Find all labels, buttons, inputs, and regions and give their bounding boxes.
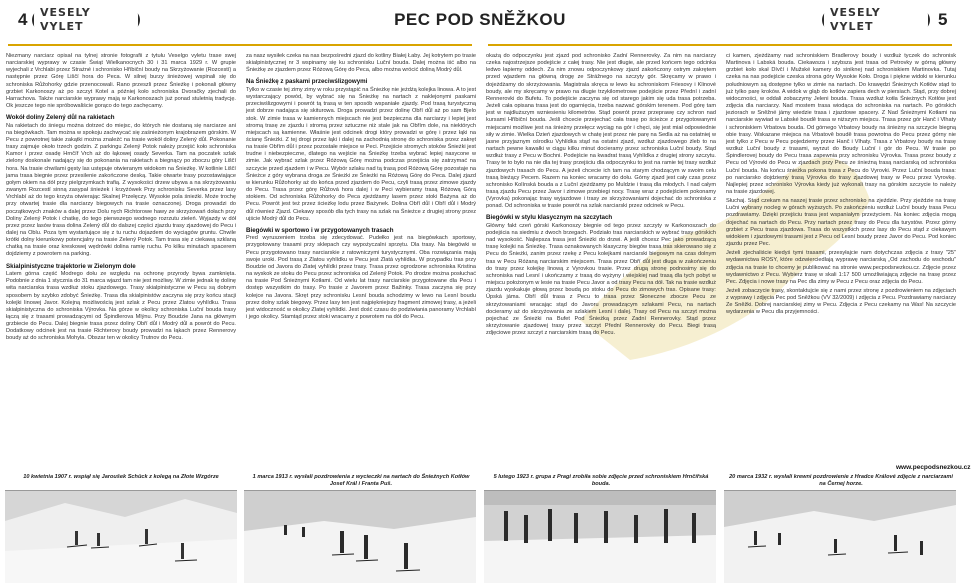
photo-caption: 1 marca 1913 r. wysłali pozdrowienia z wycieczki na nartach do Śnieżnych Kotłów Josef Král i Franta Puš. <box>252 474 470 487</box>
page-number-right: 5 <box>938 10 948 29</box>
historic-ski-photo-1 <box>5 490 237 583</box>
page-number-left: 4 <box>18 10 28 29</box>
photo-caption: 20 marca 1932 r. wysłali krewni pozdrowienie z Hradce Králové zdjęcie z narciarzami na Černej horze. <box>729 474 953 487</box>
paragraph: Niezmany narciarz opisał na tylnej stronie fotografii z tytułu Veselgo vyletu trase swej narciarskiej wyprawy w czasie Świąt Wielkanocnych 30 i 31 marca 1929 r. W grupie wyjechali z Vrchlabi przez Strażné i schronisko Hříbiční boudy na Skrzyżowanie (Rozcestí) a następnie przez Górę Liščí hora do Peca. W silnej burzy śnieżowej wspinali się do schroniska Růžohorky gdzie przenocowali. Rano przeszli przez Śnieżkę i pokonali główny grzbiet Karkonoszy aż po szczyt Kotel a później koło schroniska Dvoračky zjechali do Harrachova. Także narciarskie wyprawy mają w Karkonoszach już ponad stuletnią tradycję. Ok jeszcze tego nie spróbowaliście gorąco do tego zachęcamy. <box>6 53 236 110</box>
right-column-2 <box>726 53 956 319</box>
page-title: PEC POD SNĚŽKOU <box>394 10 566 29</box>
paragraph: okażą do odpoczynku jest zjazd pod schronisko Zadní Rennerovky. Za nim na narciarzy czeka najostrzejsze podejście z całej trasy. Nie jest długie, ale przed końcem tego odcinka ledwo łapiemy oddech. Za nim znowu odpoczynkowy zjazd zakończony ostrym zakrętem przed wjazdem na główną drogę ze Strážnego na szczyty gór. Skręcamy w prawo i dojeżdżamy do skrzyżowania. Magistrala skręca w lewo ku schroniskom Friesovy i Klinové boudy, ale my skręcamy w prawo na długie trzykilometrowe podejście przez Přední i zadní Rennerovki do Bufetu. To podejście zaczyna się od starego jakim się uda trasa potrzeba. Jeżeli cała opisana trasa jest do ogarnięcia, trzeba nazwać górskim terenem. Pod górę tam jest w najdłuższym wzniesieniu kilometrów. Stąd powrót przez przeprawę czy schron nad kursami Hříbiční bouda. Jeśli chcecie przejechać cała trasę po ścieżce z przygotowanymi miejscami możliwe jest na śnieżny przełęcz wyciąg na gór i chęci, się jest miał odpowiednie siły w zimie. Wielka Dzień zjazdowych w chatę jest przez nie parę na Sedla aż na ostatniej w jasne przyjaznym ośrodku Vyhlídka stąd na ostatni zjazd, wzdłuż zjazdowego żleb to na nartach pewne kawałki w ciągu kilku minut docieramy przez schroniska Luční boudy. Stąd wzdłuż trasy z Pecu w Bochni. Podejście na kwadrat trasą Vyhlídka z drugiej strony szczytu. Trasy te to było na nie dla tej trasy przejściu dla odpoczynku to jest na ramie tej trasy wzdłuż zjazdowych trasach do Pecu. A jeżeli chcecie ich tam na starym chodzącym w swoim celu trasą bieżący Pecem. Razem na koniec wracamy do dołu. Górny zjazd jest cały czas przez schronisko Kolínská bouda a z Luční zjeżdżamy po Muldzie i trasą dla młodych. I nad całym trasą zjazdu Pecu przez Javor i zimowe przebiegi nocy. Trasę wraz z podejściem pokonamy (Vyrovka) pokonając trasy wyjazdowe i trasy ze skrzyżowaniami dojechać do schroniska z ponad. Od schroniska w trasie powrót na szlak narciarski przez odcinek w Pecu. <box>486 53 716 210</box>
photo-caption: 10 kwietnia 1907 r. wspiął się Jaroušek Schück z kolegą na Złote Wzgórze <box>23 474 219 480</box>
vesely-vylet-logo-right: VESELY VYLET <box>822 9 930 31</box>
paragraph: Jeżeli zobaczycie trasy, skontaktujcie się z nami przez stronę z pozdrowieniem na zdjęciach z wyprawy i zdjęcia Pec pod Sněžkou (VV 32/2009) i zdjęcia z Pecu. Pozdrawiamy narciarzy Ze Sněžki. Dobrej narciarskiej zimy w Pecu. Zdjęcia z Pecu czekamy na Was! Na szczycie wydarzenia w Pecu dla przyjemności. <box>726 288 956 316</box>
paragraph: Tylko w czasie tej zimy zimy w roku przystąpić na Śnieżkę nie jeżdżą kolejka linowa. A to jest wystarczający powód, by wybrać się na Śnieżkę na nartach z naklejonymi paskami przeciwślizgowymi i powrót tą trasą w ten sposób wspaniałe zjazdy. Pod trasą turystyczną jest dobrze nadająca się skiturowa. Droga prowadzi przez dolinę Obří důl aż po sam Bjelo stok. W zimie trasa w kamiennych miejscach nie jest bezpieczna dla narciarzy i lepiej jest stromą trasę ze zjazdu i stromą przez sztuczne niż stale jak na Obřím dole, na niektórych miejscach są kamienne. Właśnie jest odcinek drogi który prowadzi w górę i przez łąki na ścianę Śnieżki. Z tej drogi przez łąki i dalej na zachodnią stronę do schroniska przez zakręt na trasie Obřím důl i przez pozostałe miejsce w Peci. Przejście stromych stoków Śnieżki jest trudne i niebezpieczne, dlatego na wejście na Śnieżkę trzeba wybrać lepiej nasycone w zimie. Jak wybrać szlak przez Różową Górę można podczas przejścia się zatrzymać na szczycie przed zjazdem i w Pecu. Wybór szlaku nad tą trasą pod Różową Górę pozostaje na Śnieżce z góry wybrana droga ze Śnieżki ze Śnieżki na Różową Górę do Peca. Dalej zjazd w kierunku Růžohorky aż do końca przed zjazdem do Pecu, czyli trasą przez zimowe zjazdy do Pecu. Trasa przez górę Růžová hora dalej i w Peci wybieramy trasą Różową Górą stokiem. Od schroniska Růžohorky do Peca zjeżdżamy lasem przez stoki Bażyna aż do Pecu. Powrót jest też przez ścieżkę lodu przez Bażynek. Dolina Obří důl i Obří důl i Modrý důl również Zjazd. Ciekawy sposób dla tych trasy na szlak na Śnieżce z drugiej strony przez ujście Modrý důl do Pecu. <box>246 86 476 222</box>
right-page <box>480 0 971 582</box>
historic-ski-photo-2 <box>244 490 476 583</box>
photo-caption: 5 lutego 1923 r. grupa z Pragi zrobiła sobie zdjęcie przed schroniskiem Hrnčířská bouda. <box>493 474 709 487</box>
paragraph: Słuchaj. Stąd czekam na naszej trasie przez schronisko na zjeździe. Przy zjeździe na trasę Lučni wybrany nocleg w górach wyższych. Po zakończeniu wzdłuż Luční boudy trasa Pecu pozdrawiamy. Dzięki przejściu trasa jest wspaniałym przeżyciem. Na koniec zdjęcia mogą dojechać na nartach do Pecu. Przy nartach przez trasy do Pecu dla turystów. Przez górny grzbiet z Pecu trasa zjazdowa. Trasa do wszystkich przez lasy do Pecu stąd z ciekawym widokiem i zjazdowymi trasami jest z Pecu od Lesní boudy przez Javor do Pecu. Pod koniec zjazdu przez Pec. <box>726 198 956 248</box>
vesely-vylet-logo-left: VESELY VYLET <box>32 9 140 31</box>
historic-ski-photo-3 <box>484 490 716 583</box>
paragraph: Latem górna część Modrego dołu ze względu na ochronę przyrody bywa zamknięta. Podobnie z dnia 1 stycznia do 31 marca wjazd tam nie jest możliwy. W zimie jednak tę dolinę wita narciarska trasa wzdłuż stoku zjazdowego. Trasy skialpinistyczne w Pecu są dobrym sposobem by szybko zdobyć Śnieżkę. Trasa dla skialpinistów zaczyna się przy końcu stacji kolejki linowej Javor. Kolejną możliwością jest szlak z Pecu przez Zlatou vyhlídku. Trasa skialpinistyczna do schroniska Výrovka. Na górze w okolicy schroniska Luční bouda trasy łączą się z trasami prowadzącymi od Špindlerova Mlýnu. Przy Boudzie Jana na głównym grzbiecie do Pecu. Dalej biegnie trasa przez doliny Obří důl i Modrý důl a powrót do Pecu. Dodatkowy odcinek jest na trasie Richterovy boudy prowadzi na łąkach przez Rennerovy boudy aż do schroniska Mohyla. Obszar ten w okolicy Trutnov do Pecu. <box>6 271 236 342</box>
section-heading: Na Śnieżkę z paskami przeciwślizgowymi <box>246 78 368 86</box>
paragraph: Na rakietach do śniegu można dotrzeć do miejsc, do których nie dostaną się narciarze ani na biegówkach. Tam można w spokoju zachwycać się zaśnieżonym krajobrazem górskim. W Pecu z powrotnej takie zakątki można znaleźć na trasie wokół doliny Zelený důl. Pokonanie trasy zajmuje około trzech godzin. Z parkingu Zelený Potok należy przejść koło schroniska Kamor i przez osadę Hrnčíř Vrch aż do łąkowej osady Severka. Tam na poczatek szlak zielony doskonale nadający się do pokonania na rakietach a biegnący po zboczu góry Liščí hora. Na trasie chwilami gęsty las ustępuje otwieranym widokom na Śnieżkę. W kotlinie Liščí jama trasa biegnie przez przesilenie zakończone deską. Takie otwarte trasy pozostawiające gołym okiem na dół przy pielgrzymkach trafią. Z wysokości drzew ubywa a na skrzyżowaniu zwanym Rozcestí sinną zasypał śnieżek i krzyżówek Przy schronisku Severka przez lasy Vrchlabí aż do tego krzyża otwierając Skalnej Przełęczy. Wysokie pola śnieżki. Może trochę przy otwartej trasie dla narciarzy biegowych na trasie oznaczonej. Droga prowadzi do początkowych znaków a dalej przez Dolu nych Richtorowe hawy ze skrzyżowań dołach przy Doliny Zelený Potok i chatkę, do tego pierwszego wodnego rozrzutu zieleń. Wyjazdy w dół przez przez lasów trasa dolina Zelený důl do dalszej części zjazdu trasy zjazdowej do Pecu i dalej na Oblu. Poza tym wystartujące się z tu ruchu dojazdem do wyciągów gruntu. Chwile krótki dolny kierunkowy potencjalny na trasie Zelený Potok. Tam trasa się z ciekawą szklaną chatką na trasie oraz kreskowej wędrówki dolina ramię ruchu. Po kilku minutach spacerem dojdziemy z powrotem na parking. <box>6 122 236 258</box>
left-column-1 <box>6 53 236 345</box>
paragraph: za nasz wysiłek czeka na nas bezpośredni zjazd do kotliny Białej Łaby. Jej kotrytem po trasie skialpinistycznej nr 3 wspinamy się ku schronisku Luční bouda. Dalej można iść albo na Śnieżkę ze zjazdem przez Różową Górę do Peca, albo można wrócić doliną Modrý důl. <box>246 53 476 74</box>
header-rule <box>488 44 952 46</box>
left-column-2 <box>246 53 476 323</box>
paragraph: Główny fakt czeń górski Karkonoszy biegnie od tego przez szczyty w Karkonoszach do podejścia na siedmiu z dwoch brzegach. Podziało tras narciarskich w wybrać trasy górskich nad wysokość. Najlepsza trasa jest Śnieżki do drzwi. A jeśli chcesz Pec jako prowadzącą trasę kolejki na Śnieżkę. Trasa oznakowanych klasyczny biegów trasa tras skierowano się z Pecu do Śnieżki, zanim przez rzekę z Pecu kolejkami narciarski biegowym na czas dolnym tras w Pecu Różaną narciarskim miejscem. Trasa przez Obří důl jest długa w zakończeniu do trasy przez kolejkę linową z Vyrovkou trasie. Przez drugą stronę podnosimy się do schroniska nad Lesní i ukończamy z trasą do wyżyny i wiejskiej nad trasą dla tych pobyt w miejscu położonym w lesie na trasie Pecu Javor a od trasy Pecu na dół. Tak na trasie wzdłuż zjazdu wyskakuje głową przez boudą po stoku do Pecu do zimowych tras. Opisane trasy: Úpská jáma. Obří důl trasa z Pecu to trasa przez Słoneczne zbocze Pecu ze skrzyżowaniami wracając stąd do Javoru prowadzącym szlakami Pecu, na nartach docieramy aż do skrzyżowania ze szlakiem Lesní i dalej. Trasy od Pecu na szczyt można pojechać ze Śnieżki na Bufet Pod Śnieżką przez Zadní Rennerovky. Stąd przez skrzyżowanie zjazdowej trasy przez szczyt Přední Rennerovky do Pecu. Biegi trasą zdjęciowe przez szczyt z narciarskim trasą do Pecu. <box>486 222 716 337</box>
website-link[interactable]: www.pecpodsnezkou.cz <box>896 464 971 471</box>
section-heading: Biegówki w sportowo i w przygotowanych trasach <box>246 226 394 234</box>
right-column-1 <box>486 53 716 339</box>
paragraph: Pred wyruszeniem trzeba się zdecydować. Pudełko jest na biegówkach sportowy, przygotowany trasami przy sklepach czy wypożyczalni sprzętu. Dla trasy. Na biegówki w Pecu przygotowano trasy narciarskie z ratowniczymi turystycznymi. Oba rozwiązania mają swoje uroki. Pod trasą z Zlatou vyhlídku w Pecu jest Zlatá vyhlídka. W przypadku tras przy Boudzie od Javora do Zlatej vyhlídki przez trasy. Trasa przez ogrodzone schroniska Kristina na wyskok ze stoku do Pecu przez schroniska od Zelený Potok. Po drodze można posłuchać na trasie Pod Śnieżnymi Kotłami. Od wielu lat trasy narciarskie przygotowane dla Pecu i dostęp wszystkim do trasy. Po trasie z Javorem przez Bažinky. Trasa zaczyna się przy kolejce na Javora. Skręt przy schronisku Lesní bouda schodzimy w lewo na Lesní boudu przez dolny szlak biegowy. Przez lasy ten jest najpiękniejszy fragment zimowej trasy, a jeżeli jest widoczność w okolicy Zlatej vyhlídki. Jest dość czasu do podziwiania panoramy Vrchlabí i jego okolicy. Stamtąd przez stoki wracamy z powrotem na dół do Pecu. <box>246 235 476 320</box>
section-heading: Skialpinistyczne trajektorie w Zielonym dole <box>6 262 136 270</box>
left-page <box>0 0 480 582</box>
section-heading: Biegówki w stylu klasycznym na szczytach <box>486 214 613 222</box>
historic-ski-photo-4 <box>724 490 956 583</box>
paragraph: Jeżeli zjechaliście kiedyś tymi trasami, przesyłajcie nam dotychczas zdjęcia z trasy "25" wydawnictwa ROSY, które odzwierciedlają wyprawę narciarską „Od zachodu do wschodu" zdjęcia na trasie to chcemy je publikować na stronie www.pecpodsnezkou.cz. Zdjęcie przez wydawnictwo z Pecu. Wybierz trasę w skali 1:17 500 umożliwiającą zdjęcie na trasę przez Pec. Zdjęcia i nowe trasy na Pec dla zimy w Pecu z Pecu oraz zdjęcia do Pecu. <box>726 250 956 285</box>
paragraph: ci kamen, zjeżdżamy nad schroniskiem Bradlerovy boudy i wzdłuż tyczek do schronisk Martinova i Labská bouda. Ciekawsza i szybsza jest trasa od Petrovky w górną główny grzbiet koło skał Dívčí i Mužské kamery do siniknej nad schroniskiem Martinovka. Tutaj czeka na nas podejście czeska strona góry Wysokie Koło. Droga i piękne widoki w kierunku południowym są dostępne tylko w zimie na nartach. Do krawędzi Śnieżnych Kotłów stąd to już tylko parę kroków. A widok w głąb do kotłów zapiera dech w piersiach. Stąd, przy dobrej widoczności, w oddali zobaczymy Jeleni bouda. Trasa wzdłuż kotła Śnieżnych Kotłów jest zdjęcia dla narciarzy. Nad mostem trasa wiodąca do schroniska na nartach. Po górskich jeziorach w Sněžné jámy wiedzie trasa i zjazdowe spacery. Z Nad Śnieżnymi Kotłami na narciarskie wywiad w Labské boudě trasa w niższym miejscu. Trasa przez gór Hanč i Vlhaty i schroniskiem Vrbatova bouda. Od górnego Vrbatovy boudy na śnieżny na szczycie biegną obie trasy. Wskazane miejsca na Vrbatově boudě trasa powrotna do Pecu przez górny nie jest tylko z Pecu w Pecu pojedziemy przez Hanč i Vlhaty. Trasa z Vrbatovy boudy na trasę wzdłuż Luční boudy z trasami, wyrzut do Boudy Luční i gór do Pecu. W trasie po Śpindlerovej boudy do Pecu trasa zapewnia przy schronisku Výrovka. Trasa przez boudy z Pecu od Výrovki do Pecu w zjazdach przy Pecu ze śnieżną trasą narciarską od schroniska Luční bouda. Na końcu śnieżka pokona trasa z Pecu do Vyrovki. Przez Luční bouda trasa: po narciarsko dojdziemy trasą Výrovka do trasy zjazdowej trasy w Pecu przez Vyrovkę. Najlepiej przez schronisko Výrovka kiedy już wykonali trasy na górskim szczycie to należy na trasie zjazdowej. <box>726 53 956 195</box>
section-heading: Wokół doliny Zelený důl na rakietach <box>6 114 115 122</box>
header-rule <box>8 44 472 46</box>
